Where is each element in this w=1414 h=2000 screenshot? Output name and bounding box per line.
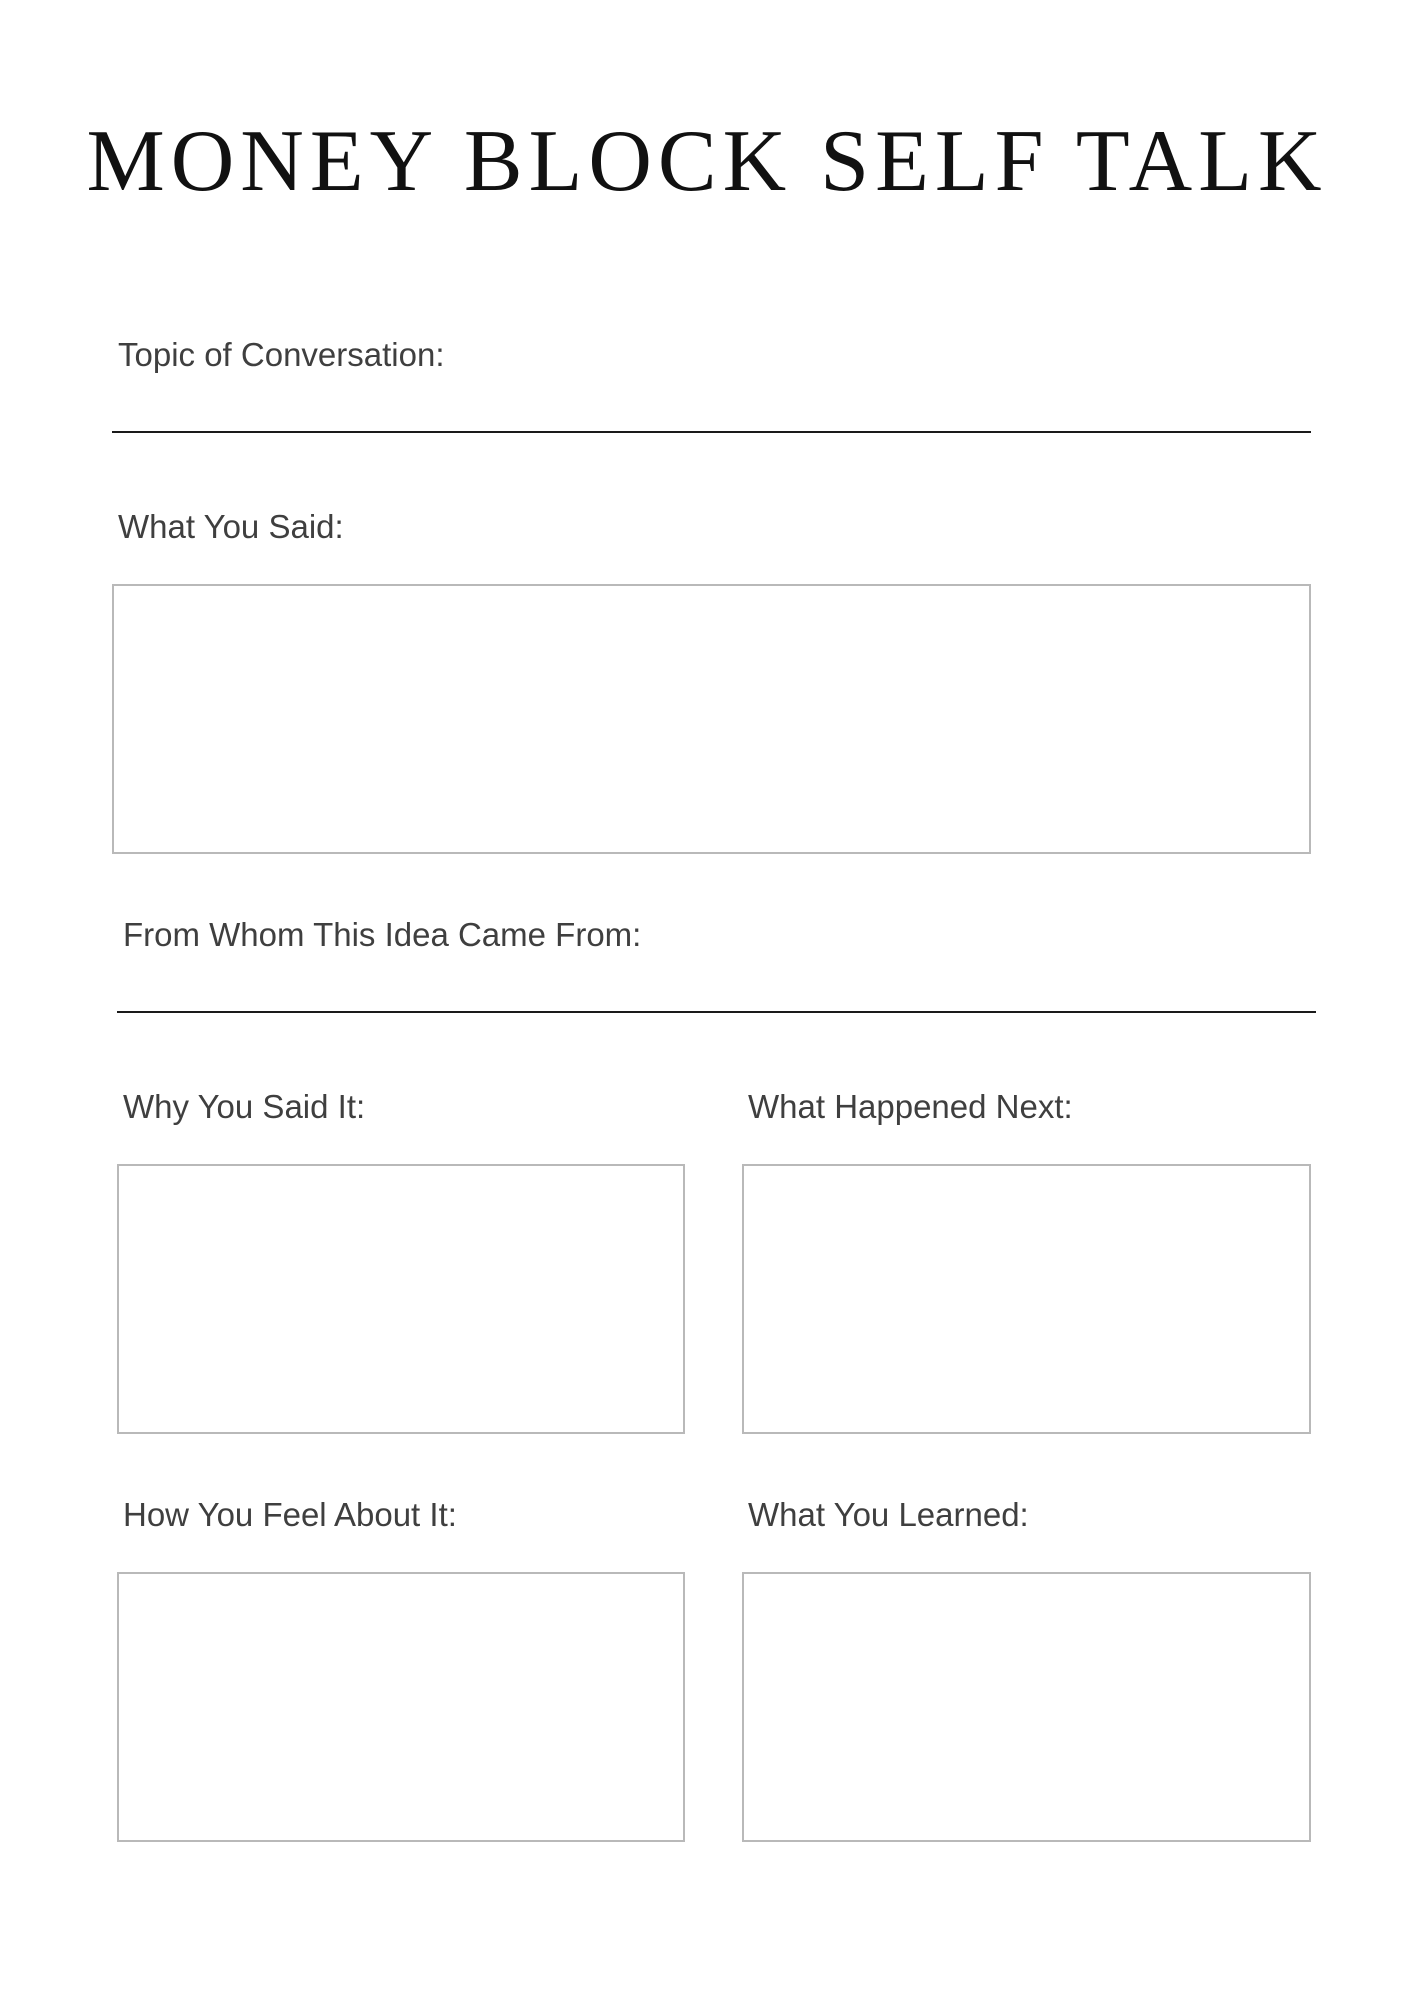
topic-label: Topic of Conversation:	[118, 336, 445, 373]
page-title: MONEY BLOCK SELF TALK	[86, 113, 1328, 210]
from-whom-writing-line[interactable]	[117, 1011, 1316, 1013]
what-you-learned-label: What You Learned:	[748, 1496, 1029, 1533]
topic-writing-line[interactable]	[112, 431, 1311, 433]
how-you-feel-box[interactable]	[117, 1572, 685, 1842]
from-whom-label: From Whom This Idea Came From:	[123, 916, 642, 953]
how-you-feel-label: How You Feel About It:	[123, 1496, 457, 1533]
what-you-said-box[interactable]	[112, 584, 1311, 854]
what-you-learned-box[interactable]	[742, 1572, 1311, 1842]
what-happened-next-box[interactable]	[742, 1164, 1311, 1434]
why-you-said-it-box[interactable]	[117, 1164, 685, 1434]
what-you-said-label: What You Said:	[118, 508, 344, 545]
why-you-said-it-label: Why You Said It:	[123, 1088, 366, 1125]
what-happened-next-label: What Happened Next:	[748, 1088, 1073, 1125]
